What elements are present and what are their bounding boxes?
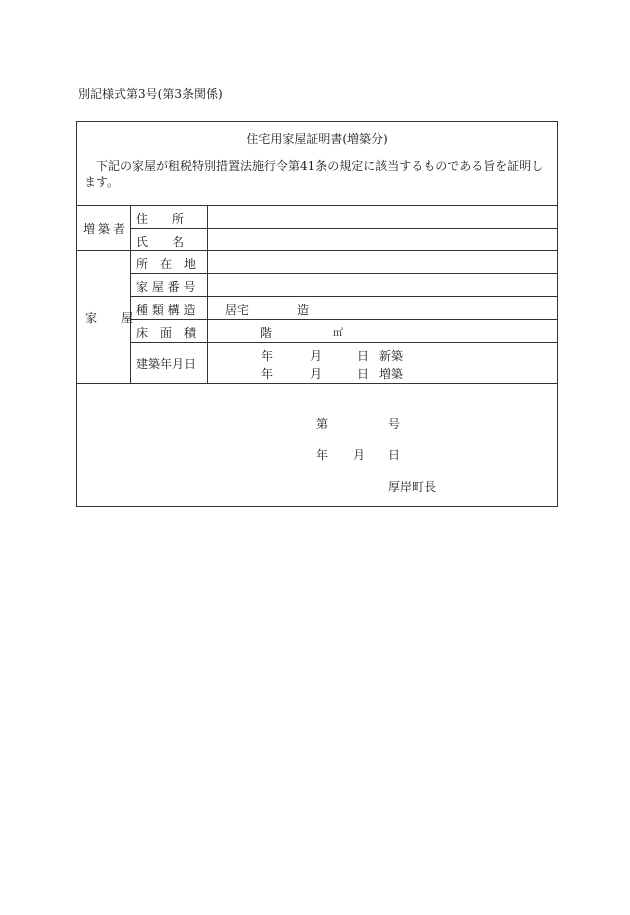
issue-year: 年: [316, 448, 329, 462]
document-title: 住宅用家屋証明書(増築分): [246, 132, 388, 146]
divider: [130, 205, 131, 383]
divider: [130, 342, 557, 343]
statement-text: 下記の家屋が租税特別措置法施行令第41条の規定に該当するものである旨を証明します。: [84, 159, 544, 189]
build-year: 年: [261, 349, 274, 363]
divider: [130, 273, 557, 274]
issuer: 厚岸町長: [388, 480, 437, 494]
issue-month: 月: [353, 448, 366, 462]
area-unit: ㎡: [333, 328, 343, 339]
build-date-label: 建築年月日: [136, 357, 197, 371]
house-number-label: 家 屋 番 号: [136, 280, 196, 294]
divider: [77, 383, 557, 384]
floor-unit: 階: [260, 326, 273, 340]
build-new-label: 新築: [379, 349, 404, 363]
location-label: 所 在 地: [136, 257, 197, 271]
divider: [130, 228, 557, 229]
certificate-sheet: [76, 121, 558, 507]
ext-label: 増築: [379, 367, 404, 381]
divider: [77, 250, 557, 251]
divider: [77, 205, 557, 206]
house-group-label: 家 屋: [85, 311, 134, 325]
cert-number-prefix: 第: [316, 417, 329, 431]
structure-label: 種 類 構 造: [136, 303, 196, 317]
cert-number-suffix: 号: [388, 417, 401, 431]
ext-year: 年: [261, 367, 274, 381]
ext-month: 月: [310, 367, 323, 381]
build-day: 日: [357, 349, 370, 363]
structure-value-prefix: 居宅: [225, 303, 250, 317]
divider: [130, 319, 557, 320]
form-label: 別記様式第3号(第3条関係): [78, 87, 223, 101]
divider: [130, 296, 557, 297]
name-label: 氏 名: [136, 235, 185, 249]
address-label: 住 所: [136, 212, 185, 226]
divider: [207, 205, 208, 383]
floor-area-label: 床 面 積: [136, 326, 197, 340]
structure-value-suffix: 造: [297, 303, 310, 317]
build-month: 月: [310, 349, 323, 363]
ext-day: 日: [357, 367, 370, 381]
issue-day: 日: [388, 448, 401, 462]
extender-group-label: 増築者: [83, 222, 129, 236]
